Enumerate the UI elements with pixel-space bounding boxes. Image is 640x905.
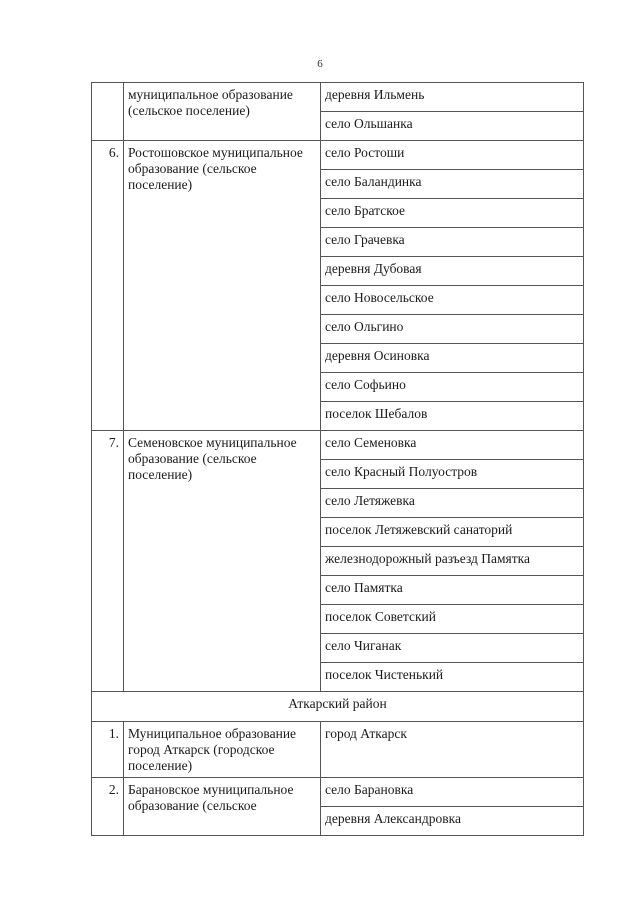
table-row <box>92 692 584 722</box>
municipality-name: Семеновское муниципальное образование (сельское поселение) <box>124 431 321 692</box>
page-number: 6 <box>317 58 323 70</box>
settlement-cell: село Ростоши <box>321 141 584 170</box>
settlement-cell: село Ольгино <box>321 315 584 344</box>
settlement-cell: деревня Осиновка <box>321 344 584 373</box>
table-row <box>92 722 584 778</box>
row-number <box>92 83 124 141</box>
settlement-cell: поселок Летяжевский санаторий <box>321 518 584 547</box>
settlement-cell: село Семеновка <box>321 431 584 460</box>
table-row <box>92 431 584 460</box>
settlement-cell: село Ольшанка <box>321 112 584 141</box>
settlements-table <box>91 82 584 836</box>
settlement-cell: село Чиганак <box>321 634 584 663</box>
settlement-cell: село Барановка <box>321 778 584 807</box>
municipality-name: Барановское муниципальное образование (сельское <box>124 778 321 836</box>
settlement-cell: село Новосельское <box>321 286 584 315</box>
row-number: 2. <box>92 778 124 836</box>
settlement-cell: деревня Ильмень <box>321 83 584 112</box>
row-number: 6. <box>92 141 124 431</box>
municipality-name: Ростошовское муниципальное образование (сельское поселение) <box>124 141 321 431</box>
settlement-cell: поселок Шебалов <box>321 402 584 431</box>
table-row <box>92 141 584 170</box>
settlement-cell: поселок Чистенький <box>321 663 584 692</box>
settlement-cell: село Грачевка <box>321 228 584 257</box>
settlement-cell: село Братское <box>321 199 584 228</box>
settlement-cell: село Красный Полуостров <box>321 460 584 489</box>
table-row <box>92 778 584 807</box>
row-number: 7. <box>92 431 124 692</box>
settlement-cell: село Баландинка <box>321 170 584 199</box>
settlement-cell: село Софьино <box>321 373 584 402</box>
settlement-cell: село Памятка <box>321 576 584 605</box>
settlement-cell: железнодорожный разъезд Памятка <box>321 547 584 576</box>
municipality-name: Муниципальное образование город Аткарск (городское поселение) <box>124 722 321 778</box>
municipality-name: муниципальное образование (сельское поселение) <box>124 83 321 141</box>
table-row <box>92 83 584 112</box>
district-header: Аткарский район <box>92 692 584 722</box>
settlement-cell: село Летяжевка <box>321 489 584 518</box>
settlement-cell: деревня Дубовая <box>321 257 584 286</box>
row-number: 1. <box>92 722 124 778</box>
settlement-cell: поселок Советский <box>321 605 584 634</box>
settlement-cell: деревня Александровка <box>321 807 584 836</box>
settlement-cell: город Аткарск <box>321 722 584 778</box>
